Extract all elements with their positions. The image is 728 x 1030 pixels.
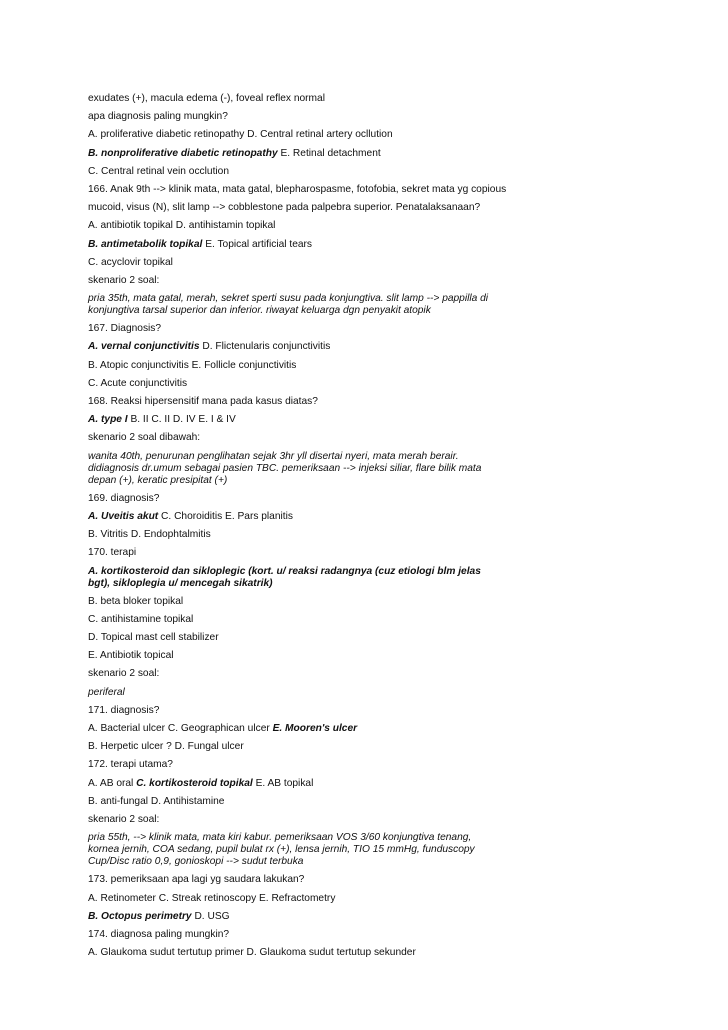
line-text: C. antihistamine topikal [88, 613, 194, 625]
text-line [88, 360, 668, 372]
line-text: 171. diagnosis? [88, 704, 160, 716]
scenario-text: kornea jernih, COA sedang, pupil bulat rx (+), lensa jernih, TIO 15 mmHg, funduscopy [88, 844, 475, 856]
line-text: E. AB topikal [252, 777, 314, 789]
line-text: C. Choroiditis E. Pars planitis [158, 510, 293, 522]
answer-highlight: B. nonproliferative diabetic retinopathy [88, 147, 278, 159]
line-text: skenario 2 soal: [88, 668, 160, 680]
text-line [88, 929, 668, 941]
line-text: 168. Reaksi hipersensitif mana pada kasus diatas? [88, 396, 318, 407]
text-line [88, 341, 668, 353]
line-text: skenario 2 soal dibawah: [88, 432, 201, 444]
line-text: E. Antibiotik topical [88, 650, 174, 662]
text-line [88, 239, 668, 251]
text-line [88, 632, 668, 644]
line-text: D. Topical mast cell stabilizer [88, 632, 219, 644]
text-line [88, 323, 668, 335]
line-text: 169. diagnosis? [88, 492, 160, 504]
text-line [88, 650, 668, 662]
text-line [88, 166, 668, 178]
text-line [88, 275, 668, 287]
text-line [88, 874, 668, 886]
text-line [88, 111, 668, 123]
text-line [88, 511, 668, 523]
text-line [88, 759, 668, 771]
text-line [88, 705, 668, 717]
scenario-text: didiagnosis dr.umum sebagai pasien TBC. pemeriksaan --> injeksi siliar, flare bilik mata [88, 462, 482, 474]
text-line [88, 305, 668, 317]
text-line [88, 202, 668, 214]
answer-highlight: A. Uveitis akut [88, 510, 159, 522]
text-line [88, 614, 668, 626]
text-line [88, 220, 668, 232]
line-text: D. Flictenularis conjunctivitis [199, 341, 331, 353]
text-line [88, 596, 668, 608]
line-text: D. USG [191, 910, 230, 922]
text-line [88, 578, 668, 590]
scenario-text: Cup/Disc ratio 0,9, gonioskopi --> sudut terbuka [88, 856, 304, 868]
line-text: 172. terapi utama? [88, 759, 173, 771]
text-line [88, 414, 668, 426]
line-text: A. antibiotik topikal D. antihistamin topikal [88, 220, 276, 232]
line-text: A. AB oral [88, 777, 137, 789]
line-text: A. Retinometer C. Streak retinoscopy E. Refractometry [88, 892, 336, 904]
line-text: B. beta bloker topikal [88, 595, 184, 607]
line-text: A. proliferative diabetic retinopathy D. Central retinal artery ocllution [88, 129, 393, 141]
text-line [88, 463, 668, 475]
text-line [88, 529, 668, 541]
scenario-text: depan (+), keratic presipitat (+) [88, 474, 228, 486]
answer-highlight: C. kortikosteroid topikal [136, 777, 253, 789]
answer-highlight: E. Mooren's ulcer [272, 723, 358, 734]
line-text: 167. Diagnosis? [88, 323, 162, 335]
line-text: B. Vitritis D. Endophtalmitis [88, 529, 211, 541]
text-line [88, 475, 668, 487]
answer-highlight: A. type I [88, 414, 128, 426]
text-line [88, 129, 668, 141]
text-line [88, 893, 668, 905]
answer-highlight: B. antimetabolik topikal [88, 238, 203, 250]
line-text: B. II C. II D. IV E. I & IV [127, 414, 236, 426]
text-line [88, 396, 668, 408]
line-text: 166. Anak 9th --> klinik mata, mata gatal, blepharospasme, fotofobia, sekret mata yg copious [88, 183, 507, 195]
line-text: A. Glaukoma sudut tertutup primer D. Glaukoma sudut tertutup sekunder [88, 947, 416, 959]
line-text: 174. diagnosa paling mungkin? [88, 928, 230, 940]
text-line [88, 493, 668, 505]
text-line [88, 844, 668, 856]
scenario-text: pria 55th, --> klinik mata, mata kiri kabur. pemeriksaan VOS 3/60 konjungtiva tenang, [88, 832, 472, 844]
answer-highlight: A. kortikosteroid dan sikloplegic (kort. u/ reaksi radangnya (cuz etiologi blm jelas [88, 565, 481, 577]
text-line [88, 432, 668, 444]
text-line [88, 723, 668, 735]
line-text: apa diagnosis paling mungkin? [88, 111, 228, 123]
line-text: skenario 2 soal: [88, 274, 160, 286]
line-text: 173. pemeriksaan apa lagi yg saudara lakukan? [88, 874, 305, 886]
text-line [88, 856, 668, 868]
line-text: C. acyclovir topikal [88, 256, 173, 268]
text-line [88, 947, 668, 959]
line-text: C. Central retinal vein occlution [88, 165, 229, 177]
text-line [88, 566, 668, 578]
line-text: 170. terapi [88, 547, 137, 559]
text-line [88, 451, 668, 463]
line-text: mucoid, visus (N), slit lamp --> cobblestone pada palpebra superior. Penatalaksanaan? [88, 202, 481, 214]
text-line [88, 257, 668, 269]
text-line [88, 293, 668, 305]
text-line [88, 832, 668, 844]
line-text: skenario 2 soal: [88, 813, 160, 825]
text-line [88, 911, 668, 923]
text-line [88, 778, 668, 790]
line-text: E. Topical artificial tears [202, 238, 313, 250]
line-text: B. Herpetic ulcer ? D. Fungal ulcer [88, 741, 244, 753]
line-text: C. Acute conjunctivitis [88, 377, 188, 389]
text-line [88, 687, 668, 699]
line-text: exudates (+), macula edema (-), foveal reflex normal [88, 93, 325, 104]
text-line [88, 814, 668, 826]
text-line [88, 378, 668, 390]
text-line [88, 796, 668, 808]
answer-highlight: A. vernal conjunctivitis [88, 341, 200, 353]
line-text: B. anti-fungal D. Antihistamine [88, 795, 225, 807]
scenario-text: periferal [88, 686, 125, 698]
text-line [88, 184, 668, 196]
text-line [88, 741, 668, 753]
answer-highlight: bgt), sikloplegia u/ mencegah sikatrik) [88, 577, 273, 589]
scenario-text: pria 35th, mata gatal, merah, sekret sperti susu pada konjungtiva. slit lamp --> pappilla di [88, 293, 489, 305]
document-body [88, 93, 668, 959]
line-text: B. Atopic conjunctivitis E. Follicle conjunctivitis [88, 359, 297, 371]
text-line [88, 148, 668, 160]
line-text: A. Bacterial ulcer C. Geographican ulcer [88, 723, 273, 734]
text-line [88, 668, 668, 680]
text-line [88, 547, 668, 559]
text-line [88, 93, 668, 105]
answer-highlight: B. Octopus perimetry [88, 910, 192, 922]
line-text: E. Retinal detachment [277, 147, 381, 159]
scenario-text: wanita 40th, penurunan penglihatan sejak 3hr yll disertai nyeri, mata merah berair. [88, 450, 459, 462]
scenario-text: konjungtiva tarsal superior dan inferior. riwayat keluarga dgn penyakit atopik [88, 305, 431, 317]
